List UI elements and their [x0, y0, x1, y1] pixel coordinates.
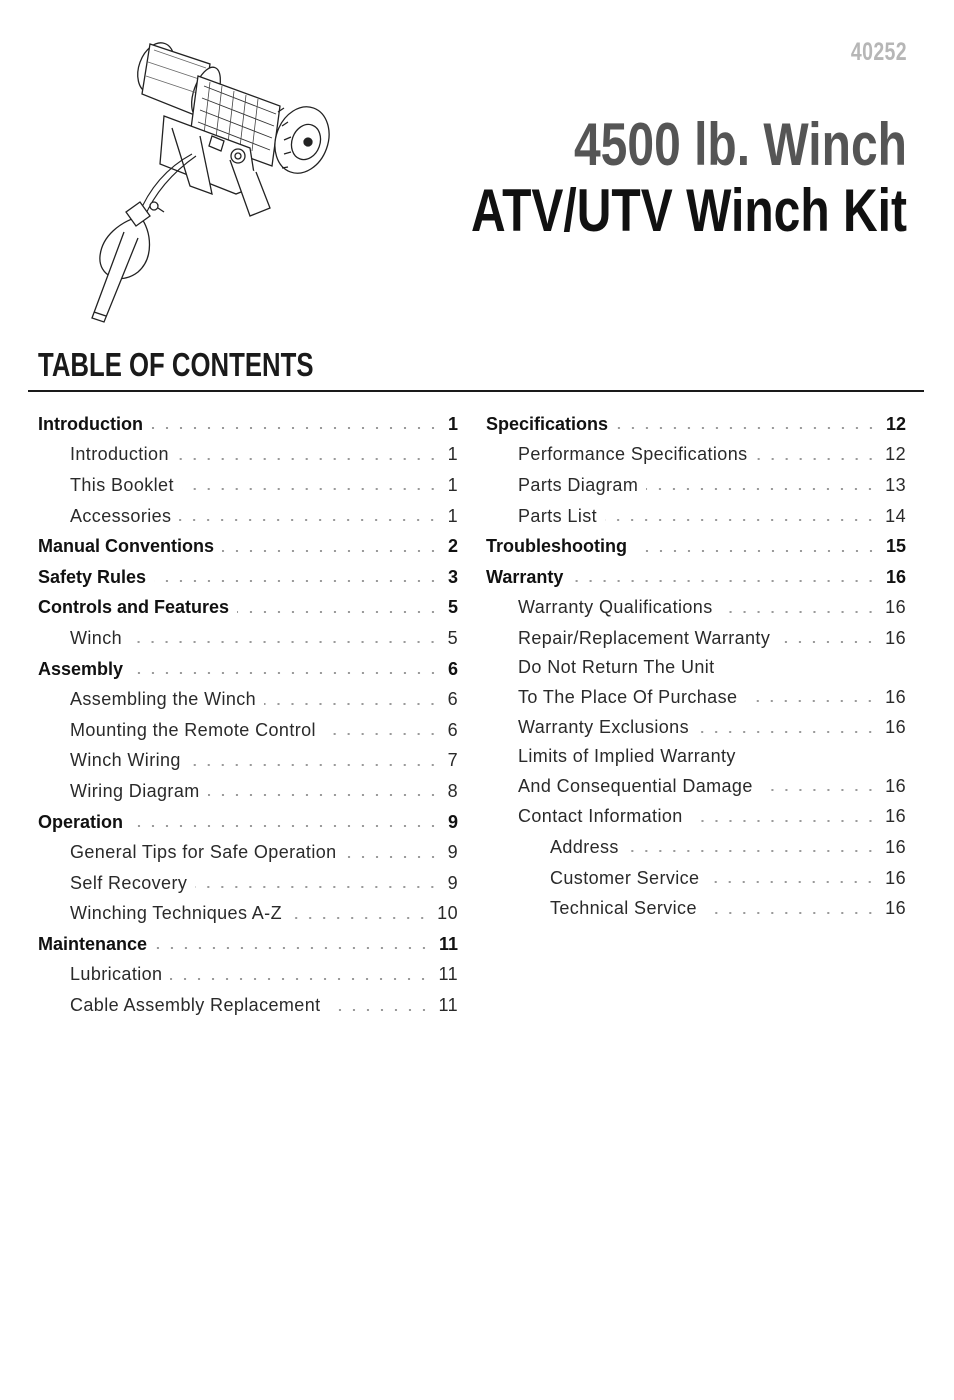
toc-entry-label: Repair/Replacement Warranty: [518, 627, 771, 648]
toc-entry-label: Contact Information: [518, 806, 683, 827]
toc-entry[interactable]: [38, 501, 458, 532]
toc-dot-leader: [131, 672, 440, 674]
toc-entry[interactable]: [486, 743, 906, 771]
toc-entry[interactable]: [38, 807, 458, 838]
toc-entry-label: Assembling the Winch: [70, 689, 257, 710]
toc-dot-leader: [208, 794, 440, 796]
toc-entry-page: 16: [885, 686, 906, 707]
toc-entry[interactable]: [38, 868, 458, 899]
toc-dot-leader: [707, 881, 877, 883]
toc-column-left: [38, 409, 458, 1021]
toc-entry[interactable]: [38, 440, 458, 471]
toc-entry-page: 11: [438, 964, 458, 985]
toc-entry[interactable]: [486, 470, 906, 501]
toc-entry-label: Self Recovery: [70, 872, 188, 893]
toc-dot-leader: [616, 427, 878, 429]
toc-entry-label: Parts List: [518, 505, 598, 526]
toc-entry-label: And Consequential Damage: [518, 775, 753, 796]
toc-dot-leader: [195, 886, 439, 888]
toc-entry-page: 14: [885, 505, 906, 526]
toc-entry-label: Accessories: [70, 505, 172, 526]
toc-entry-page: 16: [885, 566, 906, 587]
toc-entry-page: 5: [447, 627, 458, 648]
toc-entry-page: 13: [885, 474, 906, 495]
toc-entry-label: Parts Diagram: [518, 474, 639, 495]
toc-entry[interactable]: [38, 960, 458, 991]
toc-entry[interactable]: [486, 409, 906, 440]
toc-entry-page: 5: [447, 597, 458, 618]
toc-entry-page: 16: [885, 717, 906, 738]
toc-entry-label: General Tips for Safe Operation: [70, 842, 337, 863]
toc-entry[interactable]: [486, 682, 906, 713]
toc-dot-leader: [761, 789, 877, 791]
toc-entry[interactable]: [486, 654, 906, 682]
toc-entry-page: 11: [438, 933, 458, 954]
toc-entry-label: Performance Specifications: [518, 444, 748, 465]
toc-entry[interactable]: [38, 623, 458, 654]
toc-dot-leader: [691, 820, 877, 822]
toc-entry-page: 6: [447, 658, 458, 679]
title-line-2: ATV/UTV Winch Kit: [471, 177, 907, 244]
toc-entry-page: 1: [447, 474, 458, 495]
toc-entry[interactable]: [486, 562, 906, 593]
toc-entry-label: Introduction: [38, 413, 143, 434]
toc-dot-leader: [189, 764, 440, 766]
toc-entry[interactable]: [486, 863, 906, 894]
toc-dot-leader: [264, 703, 440, 705]
document-title: [362, 112, 907, 244]
toc-entry-page: 6: [447, 689, 458, 710]
toc-entry[interactable]: [486, 531, 906, 562]
toc-entry-label: Wiring Diagram: [70, 780, 200, 801]
toc-entry[interactable]: [38, 746, 458, 777]
toc-entry[interactable]: [38, 929, 458, 960]
toc-entry[interactable]: [38, 562, 458, 593]
toc-entry-page: 16: [885, 627, 906, 648]
toc-entry-label: Operation: [38, 811, 124, 832]
title-line-1: 4500 lb. Winch: [574, 111, 907, 178]
toc-entry[interactable]: [38, 409, 458, 440]
toc-entry-page: 9: [447, 872, 458, 893]
toc-dot-leader: [329, 1009, 431, 1011]
toc-dot-leader: [237, 611, 440, 613]
toc-entry-label: Address: [550, 836, 619, 857]
toc-dot-leader: [177, 458, 440, 460]
toc-entry-label: Safety Rules: [38, 566, 147, 587]
toc-entry-page: 1: [447, 444, 458, 465]
toc-entry[interactable]: [38, 654, 458, 685]
toc-heading: TABLE OF CONTENTS: [38, 346, 314, 383]
toc-entry-label: Warranty: [486, 566, 564, 587]
toc-entry-label: Warranty Exclusions: [518, 717, 689, 738]
toc-dot-leader: [290, 917, 429, 919]
toc-entry-page: 12: [885, 413, 906, 434]
winch-illustration: [80, 36, 350, 326]
toc-dot-leader: [635, 550, 878, 552]
toc-entry-label: To The Place Of Purchase: [518, 686, 738, 707]
toc-dot-leader: [182, 488, 440, 490]
toc-entry-page: 16: [885, 898, 906, 919]
toc-entry-label: Limits of Implied Warranty: [518, 746, 736, 767]
toc-entry-label: Winch Wiring: [70, 750, 181, 771]
toc-entry-page: 15: [885, 536, 906, 557]
toc-entry-page: 16: [885, 597, 906, 618]
toc-divider: [28, 390, 924, 392]
toc-dot-leader: [605, 519, 877, 521]
toc-entry-page: 3: [447, 566, 458, 587]
toc-entry[interactable]: [486, 440, 906, 471]
toc-entry-label: Mounting the Remote Control: [70, 719, 316, 740]
toc-dot-leader: [222, 550, 440, 552]
toc-entry-page: 6: [447, 719, 458, 740]
toc-dot-leader: [697, 731, 877, 733]
toc-dot-leader: [130, 641, 440, 643]
toc-dot-leader: [778, 641, 877, 643]
toc-entry[interactable]: [486, 593, 906, 624]
toc-entry-label: Assembly: [38, 658, 124, 679]
toc-entry-label: Lubrication: [70, 964, 163, 985]
toc-entry-label: Winch: [70, 627, 123, 648]
toc-entry[interactable]: [38, 837, 458, 868]
toc-dot-leader: [131, 825, 440, 827]
toc-entry-page: 11: [438, 995, 458, 1016]
toc-entry[interactable]: [486, 832, 906, 863]
toc-entry-label: Technical Service: [550, 898, 697, 919]
toc-column-right: [486, 409, 906, 924]
toc-dot-leader: [151, 427, 440, 429]
toc-entry[interactable]: [486, 712, 906, 743]
toc-entry-page: 8: [447, 780, 458, 801]
toc-entry-page: 7: [447, 750, 458, 771]
toc-entry[interactable]: [38, 715, 458, 746]
toc-entry-page: 2: [447, 536, 458, 557]
toc-dot-leader: [170, 978, 430, 980]
toc-entry[interactable]: [38, 531, 458, 562]
toc-entry-label: Winching Techniques A-Z: [70, 903, 282, 924]
toc-entry-label: Cable Assembly Replacement: [70, 995, 321, 1016]
toc-entry-label: Manual Conventions: [38, 536, 215, 557]
toc-entry[interactable]: [486, 771, 906, 802]
toc-entry-label: Do Not Return The Unit: [518, 657, 715, 678]
toc-dot-leader: [745, 700, 877, 702]
toc-entry-page: 1: [447, 413, 458, 434]
toc-dot-leader: [345, 856, 440, 858]
toc-entry[interactable]: [38, 470, 458, 501]
model-number: 40252: [850, 38, 907, 66]
toc-entry-page: 9: [447, 811, 458, 832]
toc-dot-leader: [571, 580, 878, 582]
toc-dot-leader: [324, 733, 440, 735]
toc-entry-page: 16: [885, 867, 906, 888]
toc-entry-page: 10: [437, 903, 458, 924]
toc-entry-label: This Booklet: [70, 474, 174, 495]
toc-entry-label: Troubleshooting: [486, 536, 627, 557]
toc-entry-page: 12: [885, 444, 906, 465]
toc-entry-label: Warranty Qualifications: [518, 597, 713, 618]
toc-entry[interactable]: [38, 776, 458, 807]
toc-entry[interactable]: [38, 684, 458, 715]
toc-dot-leader: [756, 458, 878, 460]
toc-entry-label: Introduction: [70, 444, 169, 465]
toc-entry[interactable]: [38, 899, 458, 930]
toc-entry[interactable]: [38, 990, 458, 1021]
toc-entry-page: 1: [447, 505, 458, 526]
toc-entry[interactable]: [486, 501, 906, 532]
toc-entry[interactable]: [486, 802, 906, 833]
toc-entry[interactable]: [38, 593, 458, 624]
toc-entry[interactable]: [486, 623, 906, 654]
toc-entry-label: Controls and Features: [38, 597, 230, 618]
toc-dot-leader: [646, 488, 877, 490]
toc-entry-label: Specifications: [486, 413, 609, 434]
toc-entry-label: Customer Service: [550, 867, 700, 888]
toc-dot-leader: [155, 947, 431, 949]
toc-dot-leader: [721, 611, 878, 613]
toc-entry-page: 16: [885, 836, 906, 857]
toc-entry-page: 9: [447, 842, 458, 863]
toc-entry-label: Maintenance: [38, 933, 148, 954]
toc-dot-leader: [154, 580, 440, 582]
toc-entry-page: 16: [885, 775, 906, 796]
toc-entry[interactable]: [486, 893, 906, 924]
toc-dot-leader: [705, 912, 877, 914]
toc-dot-leader: [179, 519, 439, 521]
toc-entry-page: 16: [885, 806, 906, 827]
toc-dot-leader: [627, 850, 877, 852]
